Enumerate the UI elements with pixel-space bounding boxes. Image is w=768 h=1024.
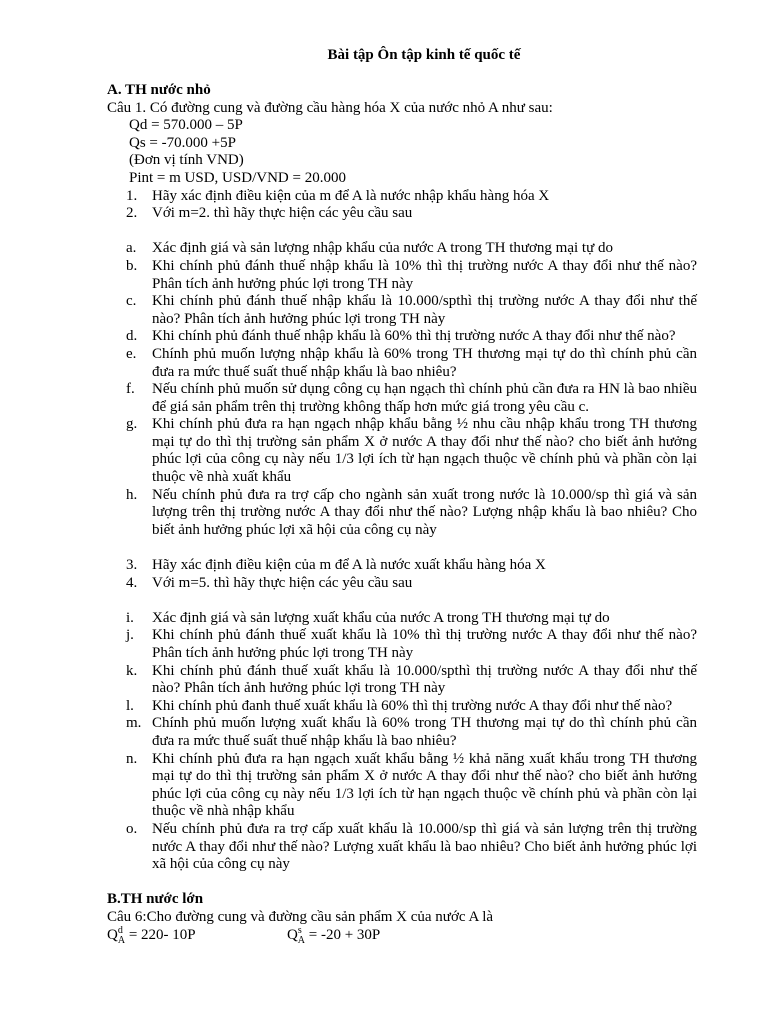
numbered-question-text: Hãy xác định điều kiện của m để A là nước nhập khẩu hàng hóa X bbox=[152, 187, 550, 204]
import-subquestion-item bbox=[107, 328, 697, 346]
export-subquestion-text: Xác định giá và sản lượng xuất khẩu của nước A trong TH thương mại tự do bbox=[152, 609, 610, 626]
export-subquestion-item bbox=[107, 751, 697, 821]
supply-equation: $Q^s_A = -20 + 30P$ bbox=[287, 924, 381, 946]
import-subquestion-text: Khi chính phủ đánh thuế nhập khẩu là 10.000/spthì thị trường nước A thay đổi như thế nào? Phân tích ảnh hưởng phúc lợi trong TH này bbox=[152, 293, 697, 327]
demand-equation: $Q^d_A = 220-$ 10P bbox=[107, 924, 196, 946]
import-subquestion-item bbox=[107, 487, 697, 540]
export-subquestion-text: Khi chính phủ đánh thuế xuất khẩu là 10.000/spthì thị trường nước A thay đổi như thế nào? Phân tích ảnh hưởng phúc lợi trong TH này bbox=[152, 662, 697, 697]
export-subquestion-item bbox=[107, 715, 697, 750]
numbered-question-item bbox=[107, 188, 697, 206]
import-subquestion-text: Khi chính phủ đánh thuế nhập khẩu là 60% thì thị trường nước A thay đổi như thế nào? bbox=[152, 328, 676, 345]
export-subquestion-label: n. bbox=[126, 750, 138, 767]
numbered-question-text: Hãy xác định điều kiện của m để A là nước xuất khẩu hàng hóa X bbox=[152, 557, 546, 574]
import-subquestion-item bbox=[107, 346, 697, 381]
import-subquestion-label: c. bbox=[126, 293, 137, 310]
import-subquestion-item bbox=[107, 258, 697, 293]
numbered-question-item bbox=[107, 205, 697, 223]
export-subquestion-text: Khi chính phủ đanh thuế xuất khẩu là 60% thì thị trường nước A thay đổi như thế nào? bbox=[152, 697, 673, 714]
export-subquestion-label: m. bbox=[126, 715, 142, 732]
import-subquestion-label: d. bbox=[126, 328, 138, 345]
export-subquestion-label: j. bbox=[126, 627, 134, 644]
price-note: Pint = m USD, USD/VND = 20.000 bbox=[129, 169, 346, 186]
question-6: Câu 6:Cho đường cung và đường cầu sản phẩm X của nước A là bbox=[107, 908, 494, 925]
import-subquestion-item bbox=[107, 293, 697, 328]
section-a-heading: A. TH nước nhỏ bbox=[107, 82, 211, 98]
import-subquestion-text: Chính phủ muốn lượng nhập khẩu là 60% trong TH thương mại tự do thì chính phủ cần đưa ra mức thuế suất thuế nhập khẩu là bao nhiêu? bbox=[152, 345, 697, 380]
export-subquestion-item bbox=[107, 627, 697, 662]
import-subquestion-label: a. bbox=[126, 240, 137, 257]
numbered-question-text: Với m=2. thì hãy thực hiện các yêu cầu sau bbox=[152, 205, 413, 222]
formula-demand: Qd = 570.000 – 5P bbox=[129, 117, 243, 134]
export-subquestion-label: o. bbox=[126, 820, 138, 837]
numbered-question-label: 3. bbox=[126, 557, 138, 574]
export-subquestion-item bbox=[107, 663, 697, 698]
export-subquestion-item bbox=[107, 698, 697, 716]
import-subquestion-label: e. bbox=[126, 345, 137, 362]
numbered-question-label: 1. bbox=[126, 187, 138, 204]
export-subquestion-text: Nếu chính phủ đưa ra trợ cấp xuất khẩu là 10.000/sp thì giá và sản lượng trên thị trường nước A thay đổi như thế nào? Lượng xuất khẩu là bao nhiêu? Cho biết ảnh hưởng phúc lợi xã hội của công cụ này bbox=[152, 820, 697, 873]
numbered-question-item bbox=[107, 557, 697, 575]
numbered-question-text: Với m=5. thì hãy thực hiện các yêu cầu sau bbox=[152, 574, 413, 591]
export-subquestion-label: l. bbox=[126, 697, 134, 714]
numbered-question-label: 4. bbox=[126, 574, 138, 591]
equations-line bbox=[107, 924, 697, 946]
export-subquestion-label: i. bbox=[126, 609, 134, 626]
export-subquestion-text: Khi chính phủ đưa ra hạn ngạch xuất khẩu bằng ½ khả năng xuất khẩu trong TH thương mại tự do thì thị trường sản phẩm X ở nước A thay đổi như thế nào? cho biết ảnh hưởng phúc lợi của công cụ này nếu 1/3 lợi ích từ hạn ngạch thuộc về chính phủ và phần còn lại thuộc về nhà nhập khẩu bbox=[152, 750, 697, 820]
document-title: Bài tập Ôn tập kinh tế quốc tế bbox=[327, 47, 521, 63]
numbered-question-label: 2. bbox=[126, 205, 138, 222]
import-subquestion-text: Khi chính phủ đánh thuế nhập khẩu là 10% thì thị trường nước A thay đổi như thế nào? Phân tích ảnh hưởng phúc lợi trong TH này bbox=[152, 257, 697, 292]
export-subquestion-item bbox=[107, 821, 697, 874]
section-a bbox=[107, 82, 697, 944]
import-subquestion-text: Xác định giá và sản lượng nhập khẩu của nước A trong TH thương mại tự do bbox=[152, 240, 613, 257]
import-subquestion-label: h. bbox=[126, 486, 138, 503]
question-1: Câu 1. Có đường cung và đường cầu hàng hóa X của nước nhỏ A như sau: bbox=[107, 99, 553, 116]
import-subquestion-text: Khi chính phủ đưa ra hạn ngạch nhập khẩu bằng ½ nhu cầu nhập khẩu trong TH thương mại tự do thì thị trường sản phẩm X ở nước A thay đổi như thế nào? cho biết ảnh hưởng phúc lợi của công cụ này nếu 1/3 lợi ích từ hạn ngạch thuộc về chính phủ và phần còn lại thuộc về nhà xuất khẩu bbox=[152, 416, 697, 486]
export-subquestion-text: Khi chính phủ đánh thuế xuất khẩu là 10% thì thị trường nước A thay đổi như thế nào? Phân tích ảnh hưởng phúc lợi trong TH này bbox=[152, 627, 697, 661]
export-subquestion-text: Chính phủ muốn lượng xuất khẩu là 60% trong TH thương mại tự do thì chính phủ cần đưa ra mức thuế suất thuế nhập khẩu là bao nhiêu? bbox=[152, 715, 697, 749]
unit-note: (Đơn vị tính VND) bbox=[129, 152, 244, 169]
import-subquestion-item bbox=[107, 381, 697, 416]
import-subquestion-text: Nếu chính phủ muốn sử dụng công cụ hạn ngạch thì chính phủ cần đưa ra HN là bao nhiều để giá sản phẩm trên thị trường không thấp hơn mức giá trong yêu cầu c. bbox=[152, 381, 697, 415]
section-b-heading: B.TH nước lớn bbox=[107, 891, 204, 908]
formula-supply: Qs = -70.000 +5P bbox=[129, 134, 236, 151]
import-subquestion-text: Nếu chính phủ đưa ra trợ cấp cho ngành sản xuất trong nước là 10.000/sp thì giá và sản lượng trên thị trường nước A thay đổi như thế nào? Lượng nhập khẩu là bao nhiêu? Cho biết ảnh hưởng phúc lợi xã hội của công cụ này bbox=[152, 486, 697, 538]
import-subquestion-item bbox=[107, 240, 697, 258]
import-subquestion-label: f. bbox=[126, 381, 135, 398]
export-subquestion-item bbox=[107, 610, 697, 628]
section-b bbox=[107, 891, 697, 944]
import-subquestion-item bbox=[107, 416, 697, 486]
import-subquestion-label: b. bbox=[126, 257, 138, 274]
import-subquestion-label: g. bbox=[126, 416, 138, 433]
export-subquestion-label: k. bbox=[126, 662, 138, 679]
numbered-question-item bbox=[107, 575, 697, 593]
